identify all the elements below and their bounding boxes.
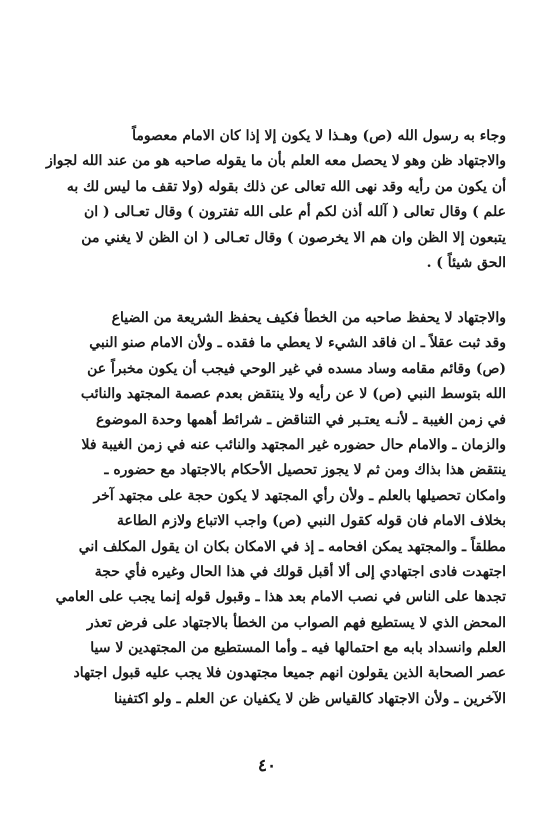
paragraph-1 (40, 124, 506, 276)
text-line: العلم وانسداد بابه مع احتمالها فيه ـ وأما المستطيع من المجتهدين لا سيا (90, 640, 506, 657)
text-line: اجتهدت فادى اجتهادي إلى ألا أقبل قولك في هذا الحال وغيره فأي حجة (94, 563, 506, 580)
paragraph-2 (40, 306, 506, 712)
text-line: عصر الصحابة الذين يقولون انهم جميعا مجتهدون فلا يجب عليه قبول اجتهاد (73, 665, 506, 682)
text-line: يتبعون إلا الظن وان هم الا يخرصون ) وقال تعـالى ( ان الظن لا يغني من (81, 229, 506, 246)
text-line: (ص) وقائم مقامه وساد مسده في غير الوحي فيجب أن يكون مخبراً عن (87, 360, 506, 377)
text-line: تجدها على الناس في نصب الامام بعد هذا ـ وقبول قوله إنما يجب على العامي (55, 589, 506, 606)
text-line: مطلقاً ـ والمجتهد يمكن افحامه ـ إذ في الامكان بكان ان يقول المكلف اني (78, 538, 506, 555)
text-line: وجاء به رسول الله (ص) وهـذا لا يكون إلا إذا كان الامام معصوماً (132, 128, 506, 144)
text-line: ينتقض هذا بذاك ومن ثم لا يجوز تحصيل الأحكام بالاجتهاد مع حضوره ـ (104, 462, 506, 479)
text-line: الله بتوسط النبي (ص) لا عن رأيه ولا ينتقض بعدم عصمة المجتهد والنائب (80, 386, 506, 403)
text-line: والزمان ـ والامام حال حضوره غير المجتهد والنائب عنه في زمن الغيبة فلا (81, 436, 506, 453)
page-number: ٤٠ (257, 756, 277, 776)
text-line: الآخرين ـ ولأن الاجتهاد كالقياس ظن لا يكفيان عن العلم ـ ولو اكتفينا (113, 690, 506, 707)
text-line: في زمن الغيبة ـ لأنـه يعتـبر في التناقض ـ شرائط أهمها وحدة الموضوع (96, 411, 506, 428)
text-line: وامكان تحصيلها بالعلم ـ ولأن رأي المجتهد لا يكون حجة على مجتهد آخر (93, 487, 506, 504)
text-line: المحض الذي لا يستطيع فهم الصواب من الخطأ بالاجتهاد على فرض تعذر (86, 614, 506, 631)
text-line: والاجتهاد لا يحفظ صاحبه من الخطأ فكيف يحفظ الشريعة من الضياع (111, 310, 506, 326)
text-line: والاجتهاد ظن وهو لا يحصل معه العلم بأن ما يقوله صاحبه هو من عند الله لجواز (46, 153, 506, 170)
text-line: علم ) وقال تعالى ( آلله أذن لكم أم على الله تفترون ) وقال تعـالى ( ان (83, 204, 506, 221)
text-line: أن يكون من رأيه وقد نهى الله تعالى عن ذلك بقوله (ولا تقف ما ليس لك به (66, 178, 506, 195)
text-line: بخلاف الامام فان قوله كقول النبي (ص) واجب الاتباع ولازم الطاعة (117, 513, 506, 530)
text-line: وقد ثبت عقلاً ـ ان فاقد الشيء لا يعطي ما فقده ـ ولأن الامام صنو النبي (89, 335, 506, 352)
text-line: الحق شيئاً ) . (426, 254, 506, 271)
